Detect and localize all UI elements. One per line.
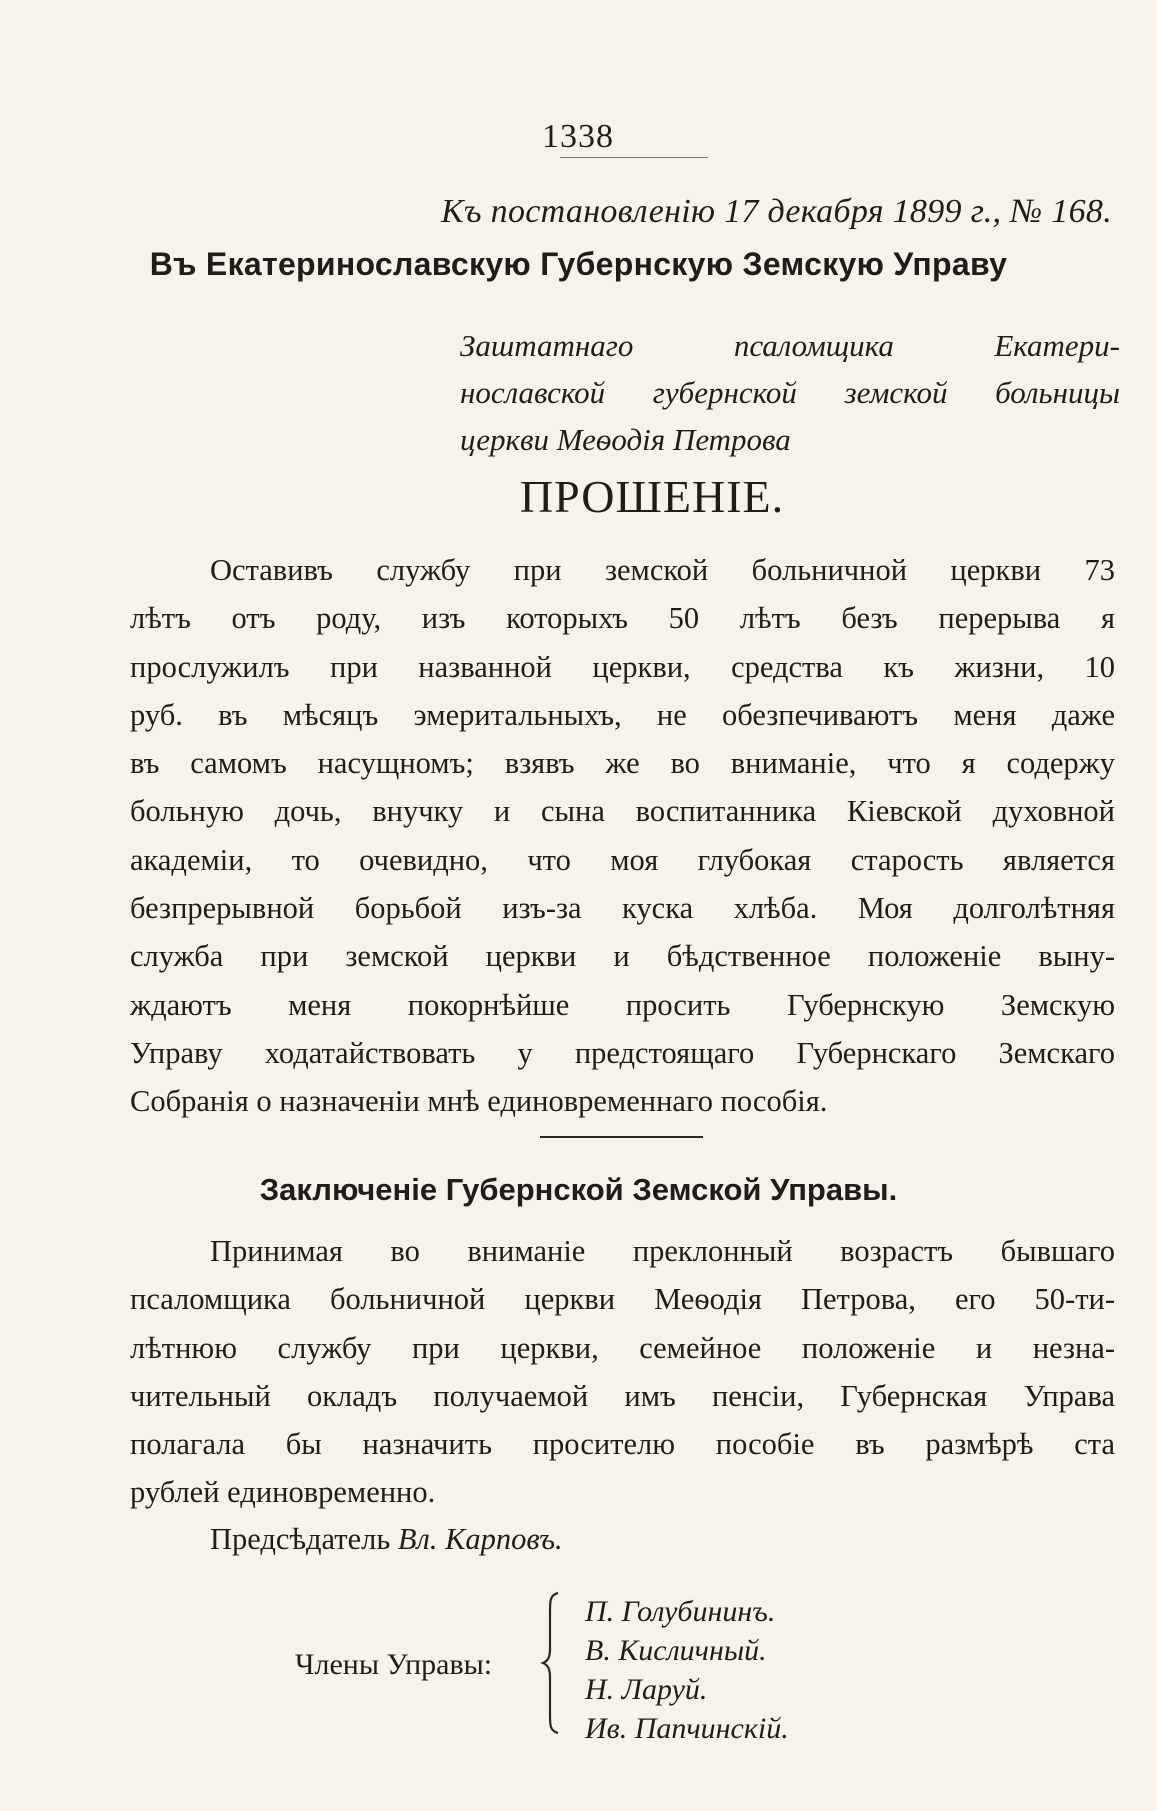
section-divider bbox=[540, 1136, 703, 1138]
petition-text bbox=[130, 546, 1115, 1126]
petitioner-line: церкви Меѳодія Петрова bbox=[460, 422, 791, 457]
text-line: чительный окладъ получаемой имъ пенсіи, Губернская Управа bbox=[130, 1378, 1115, 1413]
petition-title: ПРОШЕНІЕ. bbox=[519, 471, 785, 522]
text-line: лѣтнюю службу при церкви, семейное положеніе и незна- bbox=[130, 1330, 1115, 1365]
members-list bbox=[585, 1592, 789, 1748]
petitioner-block bbox=[460, 322, 1120, 463]
member-name: В. Кисличный. bbox=[585, 1634, 767, 1667]
chairman-label: Предсѣдатель bbox=[210, 1522, 391, 1556]
resolution-reference: Къ постановленію 17 декабря 1899 г., № 168. bbox=[441, 193, 1112, 230]
member-name: Ив. Папчинскій. bbox=[585, 1712, 789, 1745]
text-line: полагала бы назначить просителю пособіе въ размѣрѣ ста bbox=[130, 1427, 1115, 1462]
text-line: больную дочь, внучку и сына воспитанника Кіевской духовной bbox=[130, 794, 1115, 829]
text-line: ждаютъ меня покорнѣйше просить Губернскую Земскую bbox=[130, 987, 1115, 1022]
chairman-signature bbox=[210, 1522, 563, 1557]
curly-brace-icon bbox=[540, 1591, 562, 1735]
text-line: рублей единовременно. bbox=[130, 1475, 436, 1510]
petitioner-line: Заштатнаго псаломщика Екатери- bbox=[460, 328, 1120, 363]
chairman-name: Вл. Карповъ. bbox=[397, 1522, 563, 1556]
text-line: лѣтъ отъ роду, изъ которыхъ 50 лѣтъ безъ перерыва я bbox=[130, 601, 1115, 636]
text-line: въ самомъ насущномъ; взявъ же во вниманіе, что я содержу bbox=[130, 746, 1115, 781]
text-line: прослужилъ при названной церкви, средства къ жизни, 10 bbox=[130, 649, 1115, 684]
text-line: Собранія о назначеніи мнѣ единовременнаго пособія. bbox=[130, 1084, 828, 1119]
conclusion-heading: Заключеніе Губернской Земской Управы. bbox=[259, 1172, 898, 1207]
text-line: псаломщика больничной церкви Меѳодія Петрова, его 50-ти- bbox=[130, 1282, 1115, 1317]
member-name: Н. Ларуй. bbox=[585, 1673, 708, 1706]
conclusion-text bbox=[130, 1227, 1115, 1517]
text-line: Управу ходатайствовать у предстоящаго Губернскаго Земскаго bbox=[130, 1035, 1115, 1070]
text-line: Оставивъ службу при земской больничной церкви 73 bbox=[210, 553, 1115, 587]
petitioner-line: нославской губернской земской больницы bbox=[460, 375, 1120, 410]
text-line: служба при земской церкви и бѣдственное положеніе выну- bbox=[130, 939, 1115, 974]
member-name: П. Голубининъ. bbox=[585, 1595, 776, 1628]
addressee-heading: Въ Екатеринославскую Губернскую Земскую Управу bbox=[149, 246, 1008, 282]
text-line: Принимая во вниманіе преклонный возрастъ бывшаго bbox=[210, 1234, 1115, 1268]
page-number: 1338 bbox=[542, 118, 614, 155]
members-label: Члены Управы: bbox=[295, 1648, 493, 1681]
text-line: руб. въ мѣсяцъ эмеритальныхъ, не обезпечиваютъ меня даже bbox=[130, 697, 1115, 732]
text-line: академіи, то очевидно, что моя глубокая старость является bbox=[130, 842, 1115, 877]
text-line: безпрерывной борьбой изъ-за куска хлѣба. Моя долголѣтняя bbox=[130, 891, 1115, 926]
page-number-rule bbox=[560, 157, 708, 158]
